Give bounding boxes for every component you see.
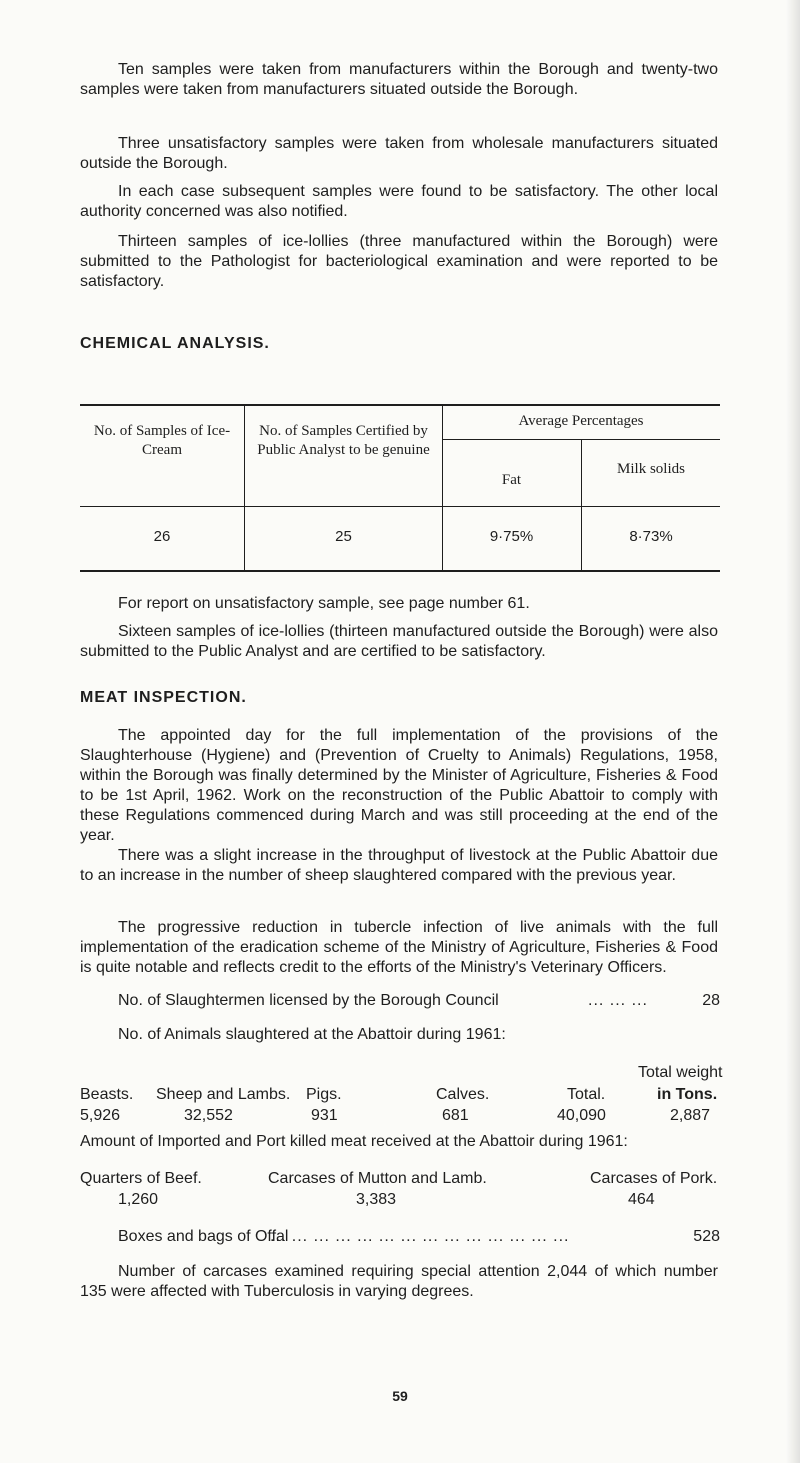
col-carcases-pork: Carcases of Pork. [590, 1170, 718, 1187]
val-pigs: 931 [311, 1107, 338, 1124]
header-milk-solids: Milk solids [617, 461, 685, 477]
col-pigs: Pigs. [306, 1086, 342, 1103]
para-appointed-day: The appointed day for the full implementation of the provisions of the Slaughterhouse (Hygiene) and (Prevention of Cruelty to Animals) Regulations, 1958, within the Borough was finally determined by the Minister of Agriculture, Fisheries & Food to be 1st April, 1962. Work on the reconstruction of the Public Abattoir to comply with these Regulations commenced during March and was still proceeding at the end of the year. [80, 727, 718, 844]
offal-label: Boxes and bags of Offal [118, 1228, 289, 1245]
page-edge-shadow [786, 0, 800, 1463]
cell-certified: 25 [335, 528, 352, 545]
val-carcases-mutton: 3,383 [356, 1191, 397, 1208]
para-subsequent-samples: In each case subsequent samples were found to be satisfactory. The other local authority concerned was also notified. [80, 183, 718, 220]
animals-slaughtered-table [80, 1064, 723, 1144]
header-fat: Fat [501, 472, 522, 488]
heading-meat-inspection: MEAT INSPECTION. [80, 689, 247, 706]
para-carcases-examined: Number of carcases examined requiring special attention 2,044 of which number 135 were affected with Tuberculosis in varying degrees. [80, 1263, 718, 1300]
val-carcases-pork: 464 [628, 1191, 655, 1208]
col-beasts: Beasts. [80, 1086, 134, 1103]
para-samples-manufacturers: Ten samples were taken from manufacturers within the Borough and twenty-two samples were taken from manufacturers situated outside the Borough. [80, 61, 718, 98]
val-beasts: 5,926 [80, 1107, 121, 1124]
col-quarters-beef: Quarters of Beef. [80, 1170, 202, 1187]
leader-dots: ... ... ... [588, 992, 648, 1009]
col-calves: Calves. [436, 1086, 490, 1103]
col-in-tons: in Tons. [657, 1086, 718, 1103]
offal-value: 528 [693, 1228, 720, 1245]
col-sheep-lambs: Sheep and Lambs. [156, 1086, 291, 1103]
imported-meat-table [80, 1170, 720, 1214]
offal-leader-dots: ... ... ... ... ... ... ... ... ... ... ... ... ... ... [270, 1228, 570, 1245]
para-tubercle-reduction: The progressive reduction in tubercle infection of live animals with the full implementation of the eradication scheme of the Ministry of Agriculture, Fisheries & Food is quite notable and reflects credit to the efforts of the Ministry's Veterinary Officers. [80, 919, 718, 976]
offal-line [80, 1228, 720, 1246]
chemical-analysis-table [80, 404, 720, 572]
header-no-of-samples: No. of Samples of Ice-Cream [93, 423, 231, 458]
page-number: 59 [392, 1388, 408, 1404]
cell-milk-solids: 8·73% [629, 528, 673, 545]
para-slight-increase: There was a slight increase in the throughput of livestock at the Public Abattoir due to an increase in the number of sheep slaughtered compared with the previous year. [80, 847, 718, 884]
imported-meat-heading: Amount of Imported and Port killed meat received at the Abattoir during 1961: [80, 1133, 628, 1150]
val-calves: 681 [442, 1107, 469, 1124]
val-total: 40,090 [557, 1107, 606, 1124]
val-tons: 2,887 [670, 1107, 711, 1124]
cell-samples: 26 [153, 528, 171, 545]
animals-slaughtered-heading: No. of Animals slaughtered at the Abattoir during 1961: [118, 1026, 506, 1043]
header-certified: No. of Samples Certified by Public Analyst to be genuine [257, 423, 430, 458]
col-total: Total. [567, 1086, 606, 1103]
para-report-unsatisfactory: For report on unsatisfactory sample, see page number 61. [118, 595, 530, 612]
val-sheep-lambs: 32,552 [184, 1107, 233, 1124]
para-ice-lollies-pathologist: Thirteen samples of ice-lollies (three manufactured within the Borough) were submitted to the Pathologist for bacteriological examination and were reported to be satisfactory. [80, 233, 718, 290]
col-carcases-mutton: Carcases of Mutton and Lamb. [268, 1170, 487, 1187]
para-unsatisfactory-samples: Three unsatisfactory samples were taken from wholesale manufacturers situated outside the Borough. [80, 135, 718, 172]
slaughtermen-label: No. of Slaughtermen licensed by the Borough Council [118, 992, 499, 1009]
header-average-percentages: Average Percentages [518, 413, 644, 429]
total-weight-label: Total weight [638, 1064, 723, 1081]
heading-chemical-analysis: CHEMICAL ANALYSIS. [80, 335, 270, 352]
val-quarters-beef: 1,260 [118, 1191, 159, 1208]
para-sixteen-samples: Sixteen samples of ice-lollies (thirteen manufactured outside the Borough) were also submitted to the Public Analyst and are certified to be satisfactory. [80, 623, 718, 660]
slaughtermen-value: 28 [702, 992, 720, 1009]
slaughtermen-line [80, 992, 720, 1010]
cell-fat: 9·75% [489, 528, 534, 545]
